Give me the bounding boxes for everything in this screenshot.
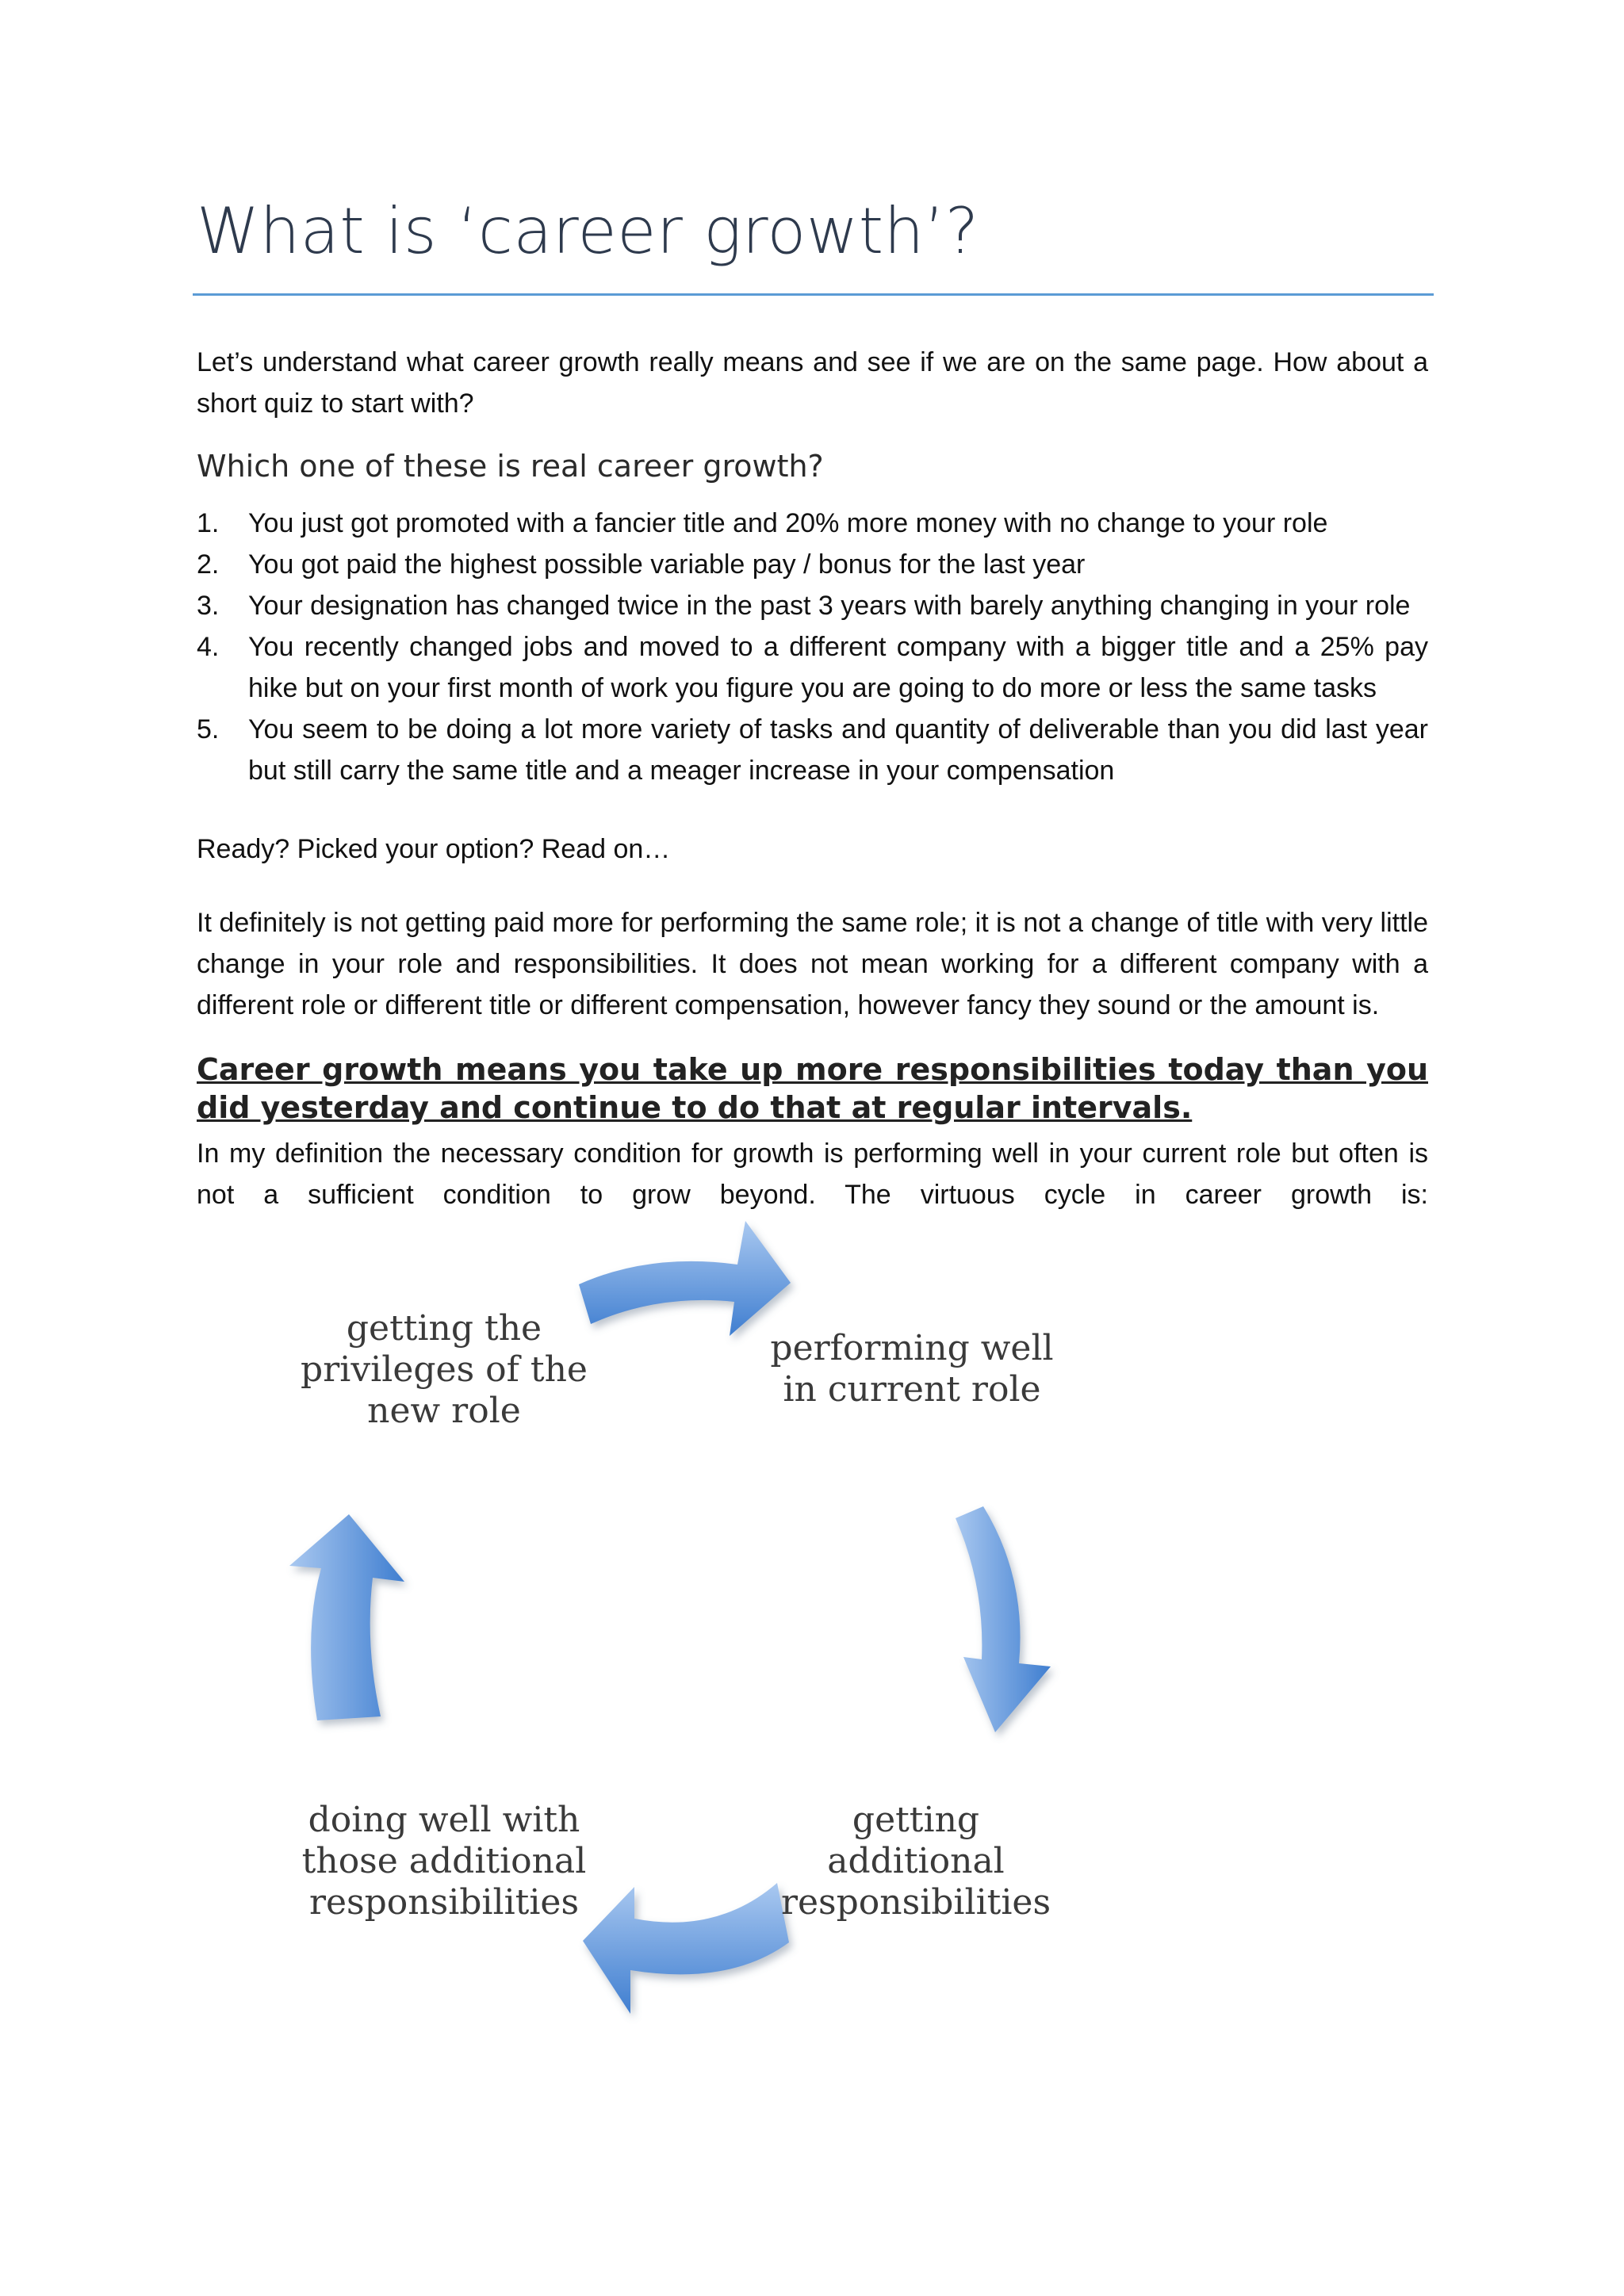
- quiz-option-text: You got paid the highest possible variable pay / bonus for the last year: [248, 549, 1086, 580]
- virtuous-cycle-diagram: [285, 1205, 1507, 2267]
- quiz-option-number: 3.: [197, 591, 220, 621]
- cycle-node-privileges: [285, 1308, 603, 1432]
- page-title: What is ‘career growth’?: [197, 194, 979, 268]
- quiz-option: [197, 626, 1428, 709]
- quiz-option: [197, 709, 1428, 791]
- not-growth-paragraph: It definitely is not getting paid more for performing the same role; it is not a change of title with very little change in your role and responsibilities. It does not mean working for a different company with a different role or different title or different compensation, however fancy they sound or the amount is.: [197, 908, 1428, 1020]
- cycle-node-line: responsibilities: [780, 1882, 1051, 1923]
- cycle-node-line: getting the: [346, 1308, 542, 1349]
- cycle-node-line: additional: [827, 1841, 1005, 1881]
- virtuous-cycle-paragraph: In my definition the necessary condition for growth is performing well in your current role but often is not a sufficient condition to grow beyond. The virtuous cycle in career growth is:: [197, 1138, 1428, 1210]
- cycle-node-line: in current role: [783, 1369, 1041, 1410]
- quiz-options-list: [197, 503, 1428, 791]
- quiz-option-text: You recently changed jobs and moved to a different company with a bigger title and a 25% pay hike but on your first month of work you figure you are going to do more or less the same tasks: [248, 632, 1428, 703]
- quiz-option-text: Your designation has changed twice in the past 3 years with barely anything changing in your role: [248, 591, 1411, 621]
- cycle-node-line: privileges of the: [301, 1349, 588, 1390]
- quiz-option-text: You just got promoted with a fancier title and 20% more money with no change to your role: [248, 508, 1328, 538]
- quiz-option-number: 1.: [197, 508, 220, 538]
- quiz-option: [197, 544, 1428, 585]
- career-growth-definition: Career growth means you take up more responsibilities today than you did yesterday and continue to do that at regular intervals.: [197, 1052, 1428, 1125]
- cycle-node-performing-well: [761, 1328, 1063, 1410]
- cycle-node-line: those additional: [301, 1841, 587, 1881]
- quiz-option-text: You seem to be doing a lot more variety of tasks and quantity of deliverable than you did last year but still carry the same title and a meager increase in your compensation: [248, 714, 1428, 786]
- quiz-option: [197, 503, 1428, 544]
- cycle-node-line: new role: [367, 1391, 521, 1431]
- cycle-node-line: performing well: [770, 1328, 1054, 1368]
- quiz-option-number: 4.: [197, 632, 220, 662]
- cycle-node-doing-well: [285, 1800, 603, 1923]
- arrow-left-up-icon: [289, 1514, 404, 1720]
- arrow-right-down-icon: [956, 1506, 1051, 1732]
- arrow-bottom-left-icon: [583, 1883, 789, 2014]
- arrow-top-right-icon: [579, 1221, 791, 1336]
- intro-paragraph: Let’s understand what career growth really means and see if we are on the same page. How about a short quiz to start with?: [197, 347, 1428, 419]
- ready-line: Ready? Picked your option? Read on…: [197, 834, 671, 864]
- cycle-node-line: getting: [852, 1800, 980, 1840]
- quiz-option-number: 2.: [197, 549, 220, 580]
- quiz-question-heading: Which one of these is real career growth?: [197, 449, 824, 484]
- quiz-option: [197, 585, 1428, 626]
- quiz-option-number: 5.: [197, 714, 220, 744]
- cycle-node-line: responsibilities: [308, 1882, 580, 1923]
- cycle-node-line: doing well with: [308, 1800, 580, 1840]
- cycle-node-additional-responsibilities: [777, 1800, 1055, 1923]
- title-underline-divider: [193, 293, 1434, 296]
